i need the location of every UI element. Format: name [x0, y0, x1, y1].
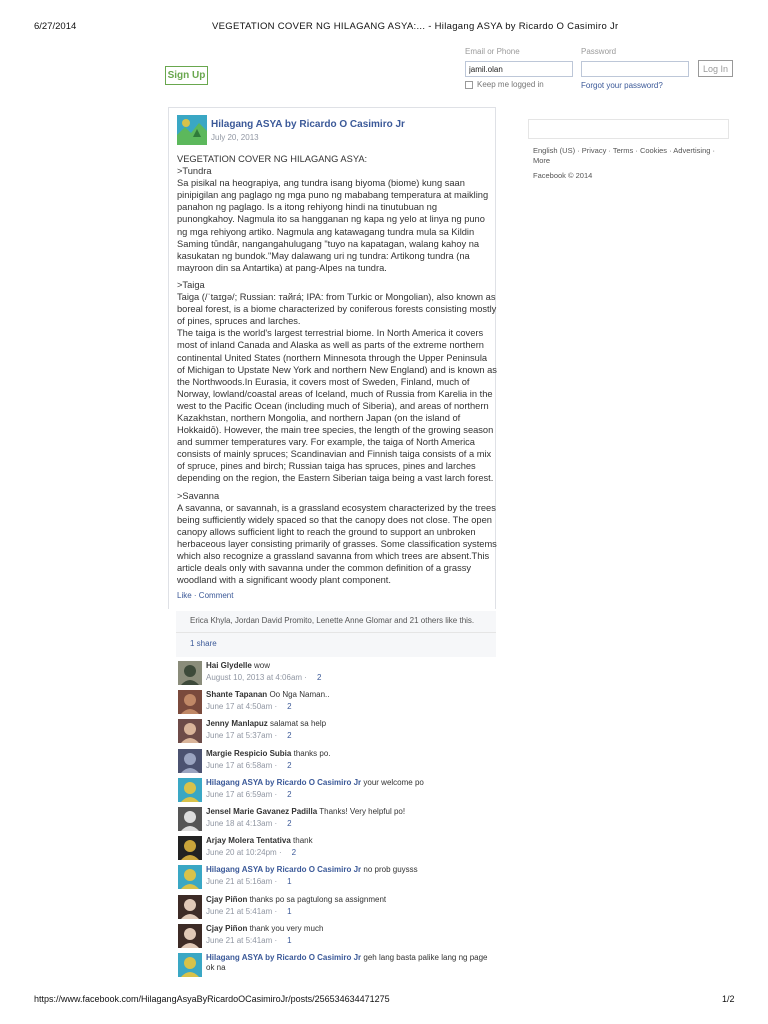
- comment-timestamp[interactable]: June 21 at 5:16am ·: [206, 877, 278, 887]
- comment-like-count[interactable]: 2: [287, 789, 292, 799]
- comment-like-count[interactable]: 2: [287, 760, 292, 770]
- comment-text: [206, 895, 496, 905]
- log-in-button[interactable]: Log In: [698, 60, 733, 77]
- commenter-avatar-icon[interactable]: [178, 778, 202, 802]
- action-separator: ·: [191, 591, 199, 600]
- comment-meta: [206, 907, 292, 916]
- like-link[interactable]: Like: [177, 591, 192, 600]
- comment-meta: [206, 731, 292, 740]
- password-label: Password: [581, 47, 617, 56]
- commenter-avatar-icon[interactable]: [178, 661, 202, 685]
- email-field[interactable]: [465, 61, 573, 77]
- comment-meta: [206, 673, 321, 682]
- comment-text: [206, 807, 496, 817]
- comment-like-count[interactable]: 1: [287, 877, 292, 887]
- comment-row: [176, 776, 496, 804]
- comment-body: geh lang basta palike lang ng page ok na: [206, 953, 488, 972]
- comment-text: [206, 719, 496, 729]
- copyright: Facebook © 2014: [533, 171, 593, 180]
- comment-meta: [206, 848, 296, 857]
- comment-row: [176, 951, 496, 979]
- comment-text: [206, 836, 496, 846]
- comment-link[interactable]: Comment: [198, 591, 234, 600]
- commenter-avatar-icon[interactable]: [178, 836, 202, 860]
- comment-timestamp[interactable]: June 21 at 5:41am ·: [206, 935, 278, 945]
- comment-text: [206, 661, 496, 671]
- comment-body: thanks po sa pagtulong sa assignment: [249, 894, 387, 904]
- comment-body: your welcome po: [363, 777, 424, 787]
- post-body: [177, 153, 497, 591]
- comment-body: thanks po.: [293, 748, 331, 758]
- keep-logged-in-label: Keep me logged in: [477, 80, 544, 89]
- comment-timestamp[interactable]: June 17 at 5:37am ·: [206, 731, 278, 741]
- commenter-name-link[interactable]: Margie Respicio Subia: [206, 748, 292, 758]
- comment-text: [206, 865, 496, 875]
- comment-text: [206, 690, 496, 700]
- print-date: 6/27/2014: [34, 21, 77, 32]
- post-paragraph-tundra: VEGETATION COVER NG HILAGANG ASYA: >Tundra Sa pisikal na heograpiya, ang tundra isang biyoma (biome) kung saan pinipigilan ang paglago ng mga puno ng mababang temperatura at maikling panahon ng paglago. Is a itong rehiyong hindi na tinutubuan ng punongkahoy. Nagmula ito sa hangganan ng kapa ng yelo at linya ng puno ng mga rehiyong artiko. Nagmula ang katawagang tundra mula sa Kildin Saming tūndâr, nangangahulugang "tuyo na kapatagan, walang kahoy na kasukatan ng bundok."May dalawang uri ng tundra: Artikong tundra (na mayroon din sa Antartika) at pang-Alpes na tundra.: [177, 154, 489, 273]
- comment-timestamp[interactable]: August 10, 2013 at 4:06am ·: [206, 673, 307, 682]
- comment-timestamp[interactable]: June 18 at 4:13am ·: [206, 819, 278, 828]
- comment-row: [176, 688, 496, 716]
- comment-meta: [206, 790, 292, 799]
- post-paragraph-taiga: >Taiga Taiga (/ˈtaɪɡə/; Russian: тайга́; IPA: from Turkic or Mongolian), also known as boreal forest, is a biome characterized by coniferous forests consisting mostly of pines, spruces and larches. The taiga is the world's largest terrestrial biome. In North America it covers most of inland Canada and Alaska as well as parts of the extreme northern continental United States (northern Minnesota through the Upper Peninsula of Michigan to Upstate New York and northern New England) and is known as the Northwoods.In Eurasia, it covers most of Sweden, Finland, much of Norway, lowland/coastal areas of Iceland, much of Russia from Karelia in the west to the Pacific Ocean (including much of Siberia), and areas of northern Kazakhstan, northern Mongolia, and northern Japan (on the island of Hokkaidō). However, the main tree species, the length of the growing season and summer temperatures vary. For example, the taiga of North America consists of mainly spruces; Scandinavian and Finnish taiga consists of a mix of spruce, pines and birch; Russian taiga has spruces, pines and larches depending on the region, the Eastern Siberian taiga being a vast larch forest.: [177, 279, 497, 484]
- keep-logged-in-checkbox[interactable]: [465, 81, 473, 89]
- comment-like-count[interactable]: 2: [287, 702, 292, 712]
- comment-text: [206, 924, 496, 934]
- commenter-name-link[interactable]: Jensel Marie Gavanez Padilla: [206, 807, 318, 816]
- commenter-name-link[interactable]: Hai Glydelle: [206, 661, 252, 670]
- sidebar-box: [528, 119, 729, 139]
- comment-row: [176, 659, 496, 687]
- commenter-name-link[interactable]: Hilagang ASYA by Ricardo O Casimiro Jr: [206, 865, 362, 875]
- comment-meta: [206, 761, 292, 770]
- comment-body: salamat sa help: [270, 719, 327, 729]
- sign-up-button[interactable]: Sign Up: [165, 66, 208, 85]
- post-paragraph-savanna: >Savanna A savanna, or savannah, is a grassland ecosystem characterized by the trees being sufficiently widely spaced so that the canopy does not close. The open canopy allows sufficient light to reach the ground to support an unbroken herbaceous layer consisting primarily of grasses. Some classification systems which also recognize a grassland savanna from which trees are absent.This article deals only with savanna under the common definition of a grassy woodland with a significant woody plant component.: [177, 490, 497, 586]
- comment-row: [176, 834, 496, 862]
- commenter-avatar-icon[interactable]: [178, 865, 202, 889]
- commenter-avatar-icon[interactable]: [178, 690, 202, 714]
- commenter-avatar-icon[interactable]: [178, 924, 202, 948]
- comment-timestamp[interactable]: June 21 at 5:41am ·: [206, 906, 278, 916]
- comment-body: Thanks! Very helpful po!: [319, 807, 406, 816]
- forgot-password-link[interactable]: Forgot your password?: [581, 81, 663, 90]
- comment-row: [176, 922, 496, 950]
- commenter-name-link[interactable]: Jenny Manlapuz: [206, 719, 268, 729]
- commenter-name-link[interactable]: Hilagang ASYA by Ricardo O Casimiro Jr: [206, 953, 362, 962]
- comment-body: Oo Nga Naman..: [269, 690, 330, 700]
- comment-like-count[interactable]: 2: [291, 848, 297, 858]
- comment-timestamp[interactable]: June 17 at 6:58am ·: [206, 760, 278, 770]
- comment-body: thank: [293, 836, 313, 846]
- page-avatar-icon[interactable]: [177, 115, 207, 145]
- comment-body: no prob guysss: [363, 865, 418, 875]
- print-url: https://www.facebook.com/HilagangAsyaByRicardoOCasimiroJr/posts/256534634471275: [34, 994, 390, 1004]
- commenter-name-link[interactable]: Shante Tapanan: [206, 690, 268, 700]
- print-title: VEGETATION COVER NG HILAGANG ASYA:... - Hilagang ASYA by Ricardo O Casimiro Jr: [212, 21, 619, 32]
- commenter-name-link[interactable]: Cjay Piñon: [206, 923, 248, 933]
- comment-timestamp[interactable]: June 17 at 6:59am ·: [206, 789, 278, 799]
- likes-summary[interactable]: Erica Khyla, Jordan David Promito, Lenette Anne Glomar and 21 others like this.: [176, 611, 496, 633]
- email-label: Email or Phone: [465, 47, 520, 56]
- comment-text: [206, 778, 496, 788]
- comment-text: [206, 749, 496, 759]
- print-page-number: 1/2: [722, 994, 735, 1004]
- comment-meta: [206, 936, 292, 945]
- comment-row: [176, 717, 496, 745]
- comment-meta: [206, 702, 292, 711]
- comment-timestamp[interactable]: June 20 at 10:24pm ·: [206, 848, 282, 858]
- comment-like-count[interactable]: 1: [287, 935, 292, 945]
- comment-like-count[interactable]: 2: [287, 819, 292, 828]
- comment-row: [176, 747, 496, 775]
- commenter-name-link[interactable]: Hilagang ASYA by Ricardo O Casimiro Jr: [206, 777, 362, 787]
- comment-row: [176, 805, 496, 833]
- comment-meta: [206, 877, 292, 886]
- comment-like-count[interactable]: 1: [287, 906, 292, 916]
- post-date[interactable]: July 20, 2013: [211, 133, 259, 142]
- comment-text: [206, 953, 496, 973]
- password-field[interactable]: [581, 61, 689, 77]
- commenter-name-link[interactable]: Arjay Molera Tentativa: [206, 836, 291, 846]
- comment-like-count[interactable]: 2: [287, 731, 292, 741]
- shares-summary[interactable]: 1 share: [176, 633, 496, 657]
- commenter-avatar-icon[interactable]: [178, 953, 202, 977]
- commenter-avatar-icon[interactable]: [178, 807, 202, 831]
- comment-body: thank you very much: [249, 923, 324, 933]
- commenter-avatar-icon[interactable]: [178, 719, 202, 743]
- comment-body: wow: [254, 661, 271, 670]
- commenter-name-link[interactable]: Cjay Piñon: [206, 894, 248, 904]
- commenter-avatar-icon[interactable]: [178, 749, 202, 773]
- comment-row: [176, 893, 496, 921]
- keep-logged-in-row[interactable]: [465, 80, 544, 89]
- comment-timestamp[interactable]: June 17 at 4:50am ·: [206, 702, 278, 712]
- comment-meta: [206, 819, 292, 828]
- footer-links[interactable]: English (US) · Privacy · Terms · Cookies · Advertising · More: [533, 146, 715, 165]
- commenter-avatar-icon[interactable]: [178, 895, 202, 919]
- post-author-link[interactable]: Hilagang ASYA by Ricardo O Casimiro Jr: [211, 119, 405, 130]
- post-actions: [177, 591, 233, 600]
- comment-like-count[interactable]: 2: [316, 673, 322, 682]
- comment-row: [176, 863, 496, 891]
